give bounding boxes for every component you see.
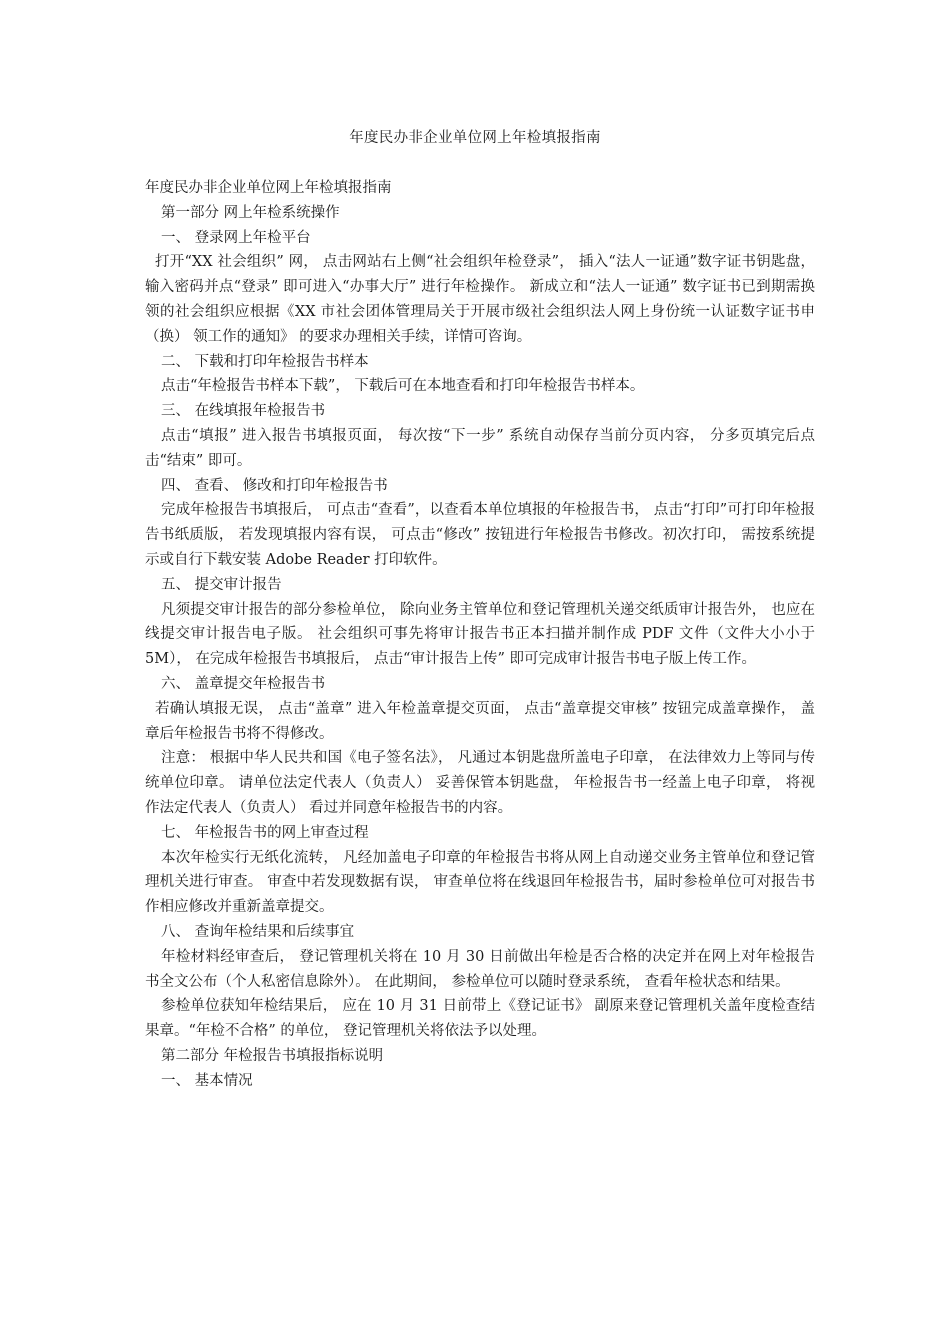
section-heading: 一、 登录网上年检平台 bbox=[161, 229, 311, 246]
paragraph: 打开“XX 社会组织” 网， 点击网站右上侧“社会组织年检登录”， 插入“法人一证通”数字证书钥匙盘， 输入密码并点“登录” 即可进入“办事大厅” 进行年检操作。 新成立和“法人一证通” 数字证书已到期需换领的社会组织应根据《XX 市社会团体管理局关于开展市级社会组织法人网上身份统一认证数字证书申（换） 领工作的通知》 的要求办理相关手续，详情可咨询。 bbox=[145, 254, 815, 345]
notice-paragraph: 注意： 根据中华人民共和国《电子签名法》， 凡通过本钥匙盘所盖电子印章， 在法律效力上等同与传统单位印章。 请单位法定代表人（负责人） 妥善保管本钥匙盘， 年检报告书一经盖上电子印章， 将视作法定代表人（负责人） 看过并同意年检报告书的内容。 bbox=[145, 750, 815, 816]
page-title: 年度民办非企业单位网上年检填报指南 bbox=[349, 130, 601, 146]
part-heading: 第二部分 年检报告书填报指标说明 bbox=[161, 1047, 384, 1064]
section-heading: 一、 基本情况 bbox=[161, 1072, 253, 1089]
paragraph: 完成年检报告书填报后， 可点击“查看”，以查看本单位填报的年检报告书， 点击“打印”可打印年检报告书纸质版， 若发现填报内容有误， 可点击“修改” 按钮进行年检报告书修改。初次打印， 需按系统提示或自行下载安装 Adobe Reader 打印软件。 bbox=[145, 502, 815, 568]
section-heading: 八、 查询年检结果和后续事宜 bbox=[161, 923, 355, 940]
paragraph: 点击“填报” 进入报告书填报页面， 每次按“下一步” 系统自动保存当前分页内容， 分多页填完后点击“结束” 即可。 bbox=[145, 427, 815, 469]
section-heading: 七、 年检报告书的网上审查过程 bbox=[161, 824, 369, 841]
part-heading: 第一部分 网上年检系统操作 bbox=[161, 204, 340, 221]
body-heading: 年度民办非企业单位网上年检填报指南 bbox=[145, 180, 392, 196]
paragraph: 点击“年检报告书样本下载”， 下载后可在本地查看和打印年检报告书样本。 bbox=[161, 378, 645, 395]
section-heading: 五、 提交审计报告 bbox=[161, 576, 282, 593]
document-body bbox=[145, 176, 815, 1093]
section-heading: 二、 下载和打印年检报告书样本 bbox=[161, 353, 369, 370]
section-heading: 六、 盖章提交年检报告书 bbox=[161, 675, 326, 692]
paragraph: 参检单位获知年检结果后， 应在 10 月 31 日前带上《登记证书》 副原来登记管理机关盖年度检查结果章。“年检不合格” 的单位， 登记管理机关将依法予以处理。 bbox=[145, 998, 815, 1040]
paragraph: 若确认填报无误， 点击“盖章” 进入年检盖章提交页面， 点击“盖章提交审核” 按钮完成盖章操作， 盖章后年检报告书将不得修改。 bbox=[145, 700, 815, 742]
section-heading: 四、 查看、 修改和打印年检报告书 bbox=[161, 477, 388, 494]
paragraph: 年检材料经审查后， 登记管理机关将在 10 月 30 日前做出年检是否合格的决定并在网上对年检报告书全文公布（个人私密信息除外）。 在此期间， 参检单位可以随时登录系统， 查看年检状态和结果。 bbox=[145, 948, 815, 990]
paragraph: 凡须提交审计报告的部分参检单位， 除向业务主管单位和登记管理机关递交纸质审计报告外， 也应在线提交审计报告电子版。 社会组织可事先将审计报告书正本扫描并制作成 PDF 文件（文件大小小于 5M）， 在完成年检报告书填报后， 点击“审计报告上传” 即可完成审计报告书电子版上传工作。 bbox=[145, 601, 815, 668]
paragraph: 本次年检实行无纸化流转， 凡经加盖电子印章的年检报告书将从网上自动递交业务主管单位和登记管理机关进行审查。 审查中若发现数据有误， 审查单位将在线退回年检报告书，届时参检单位可对报告书作相应修改并重新盖章提交。 bbox=[145, 849, 815, 916]
section-heading: 三、 在线填报年检报告书 bbox=[161, 403, 326, 420]
